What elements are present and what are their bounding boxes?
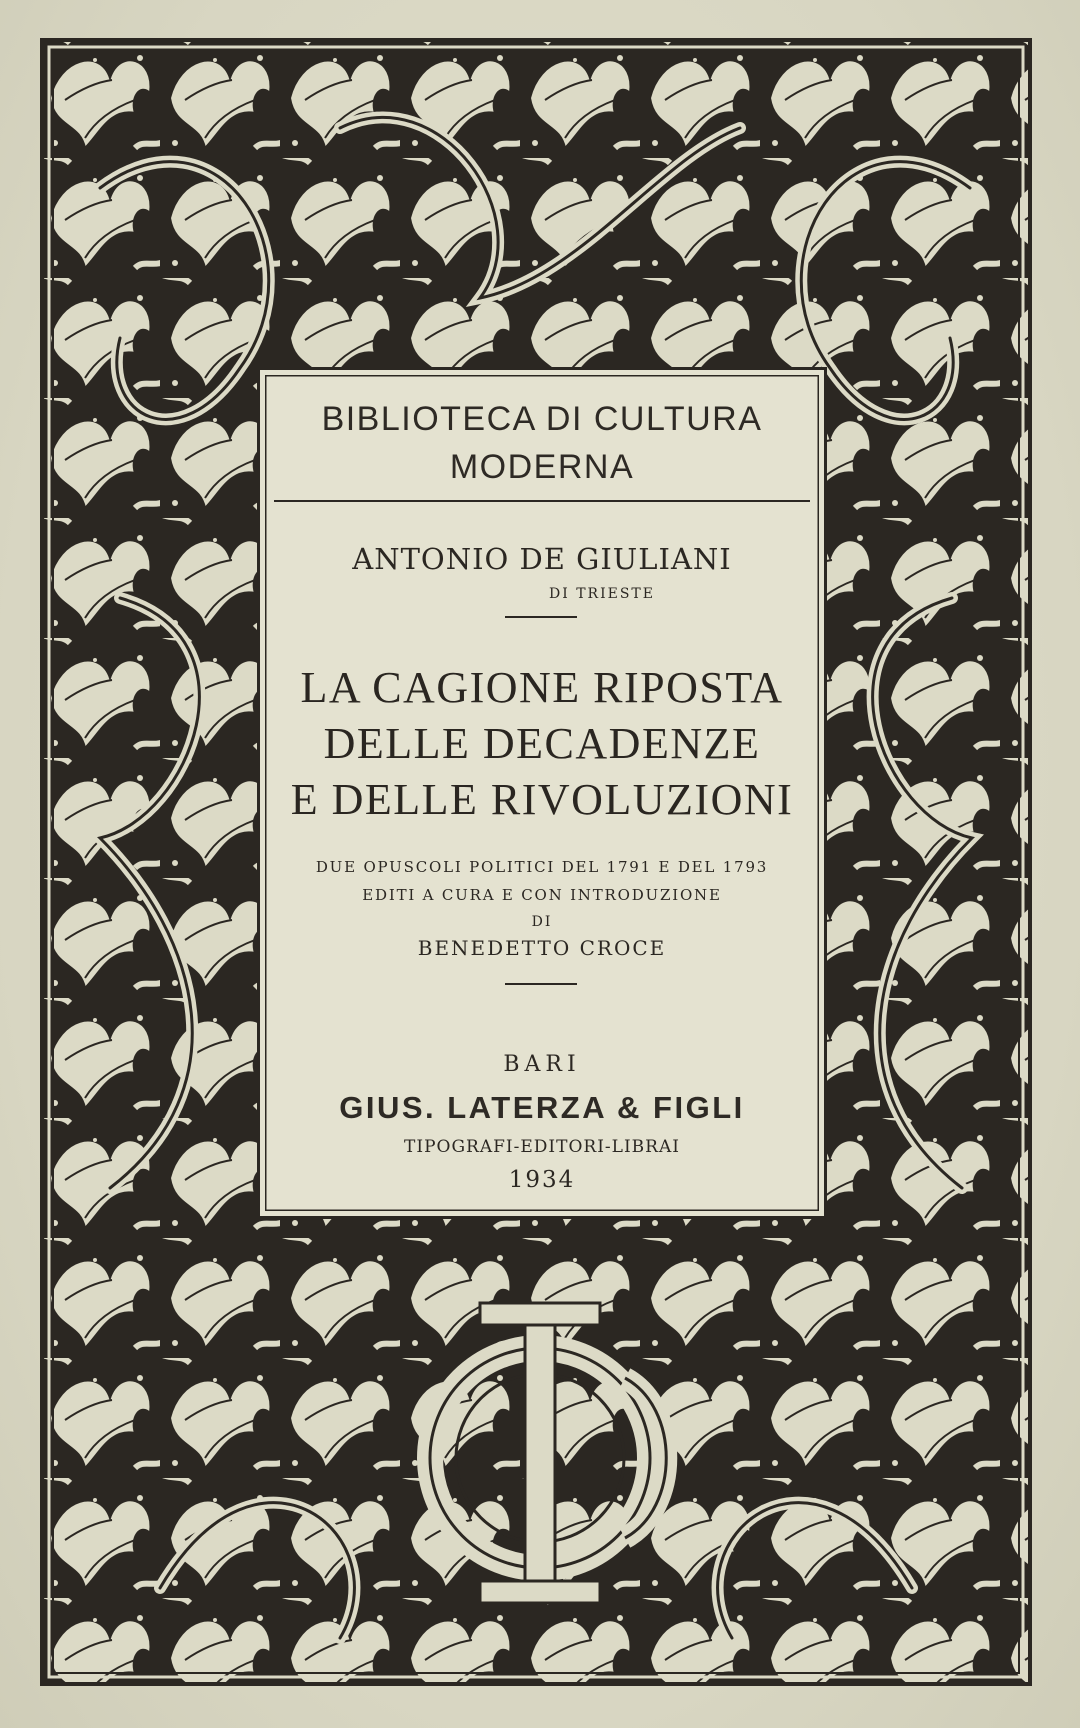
editing-note: EDITI A CURA E CON INTRODUZIONE — [362, 886, 722, 904]
publisher-trade: TIPOGRAFI-EDITORI-LIBRAI — [404, 1137, 680, 1157]
book-title-line-1: LA CAGIONE RIPOSTA — [300, 663, 784, 712]
book-title-line-2: DELLE DECADENZE — [323, 719, 761, 768]
publisher-name: GIUS. LATERZA & FIGLI — [339, 1090, 745, 1125]
series-title-line-1: BIBLIOTECA DI CULTURA — [321, 400, 763, 438]
author-origin: DI TRIESTE — [549, 586, 655, 602]
title-panel — [257, 367, 827, 1219]
series-title-line-2: MODERNA — [449, 448, 635, 486]
author-divider — [505, 616, 577, 618]
author-name: ANTONIO DE GIULIANI — [352, 542, 732, 576]
publication-year: 1934 — [508, 1167, 576, 1193]
editor-divider — [505, 983, 577, 985]
editor-prefix: DI — [531, 914, 553, 930]
editor-name: BENEDETTO CROCE — [417, 936, 667, 960]
book-title-line-3: E DELLE RIVOLUZIONI — [290, 775, 794, 824]
series-divider — [274, 500, 810, 502]
publication-place: BARI — [503, 1052, 581, 1077]
book-subtitle: DUE OPUSCOLI POLITICI DEL 1791 E DEL 1793 — [315, 858, 769, 876]
